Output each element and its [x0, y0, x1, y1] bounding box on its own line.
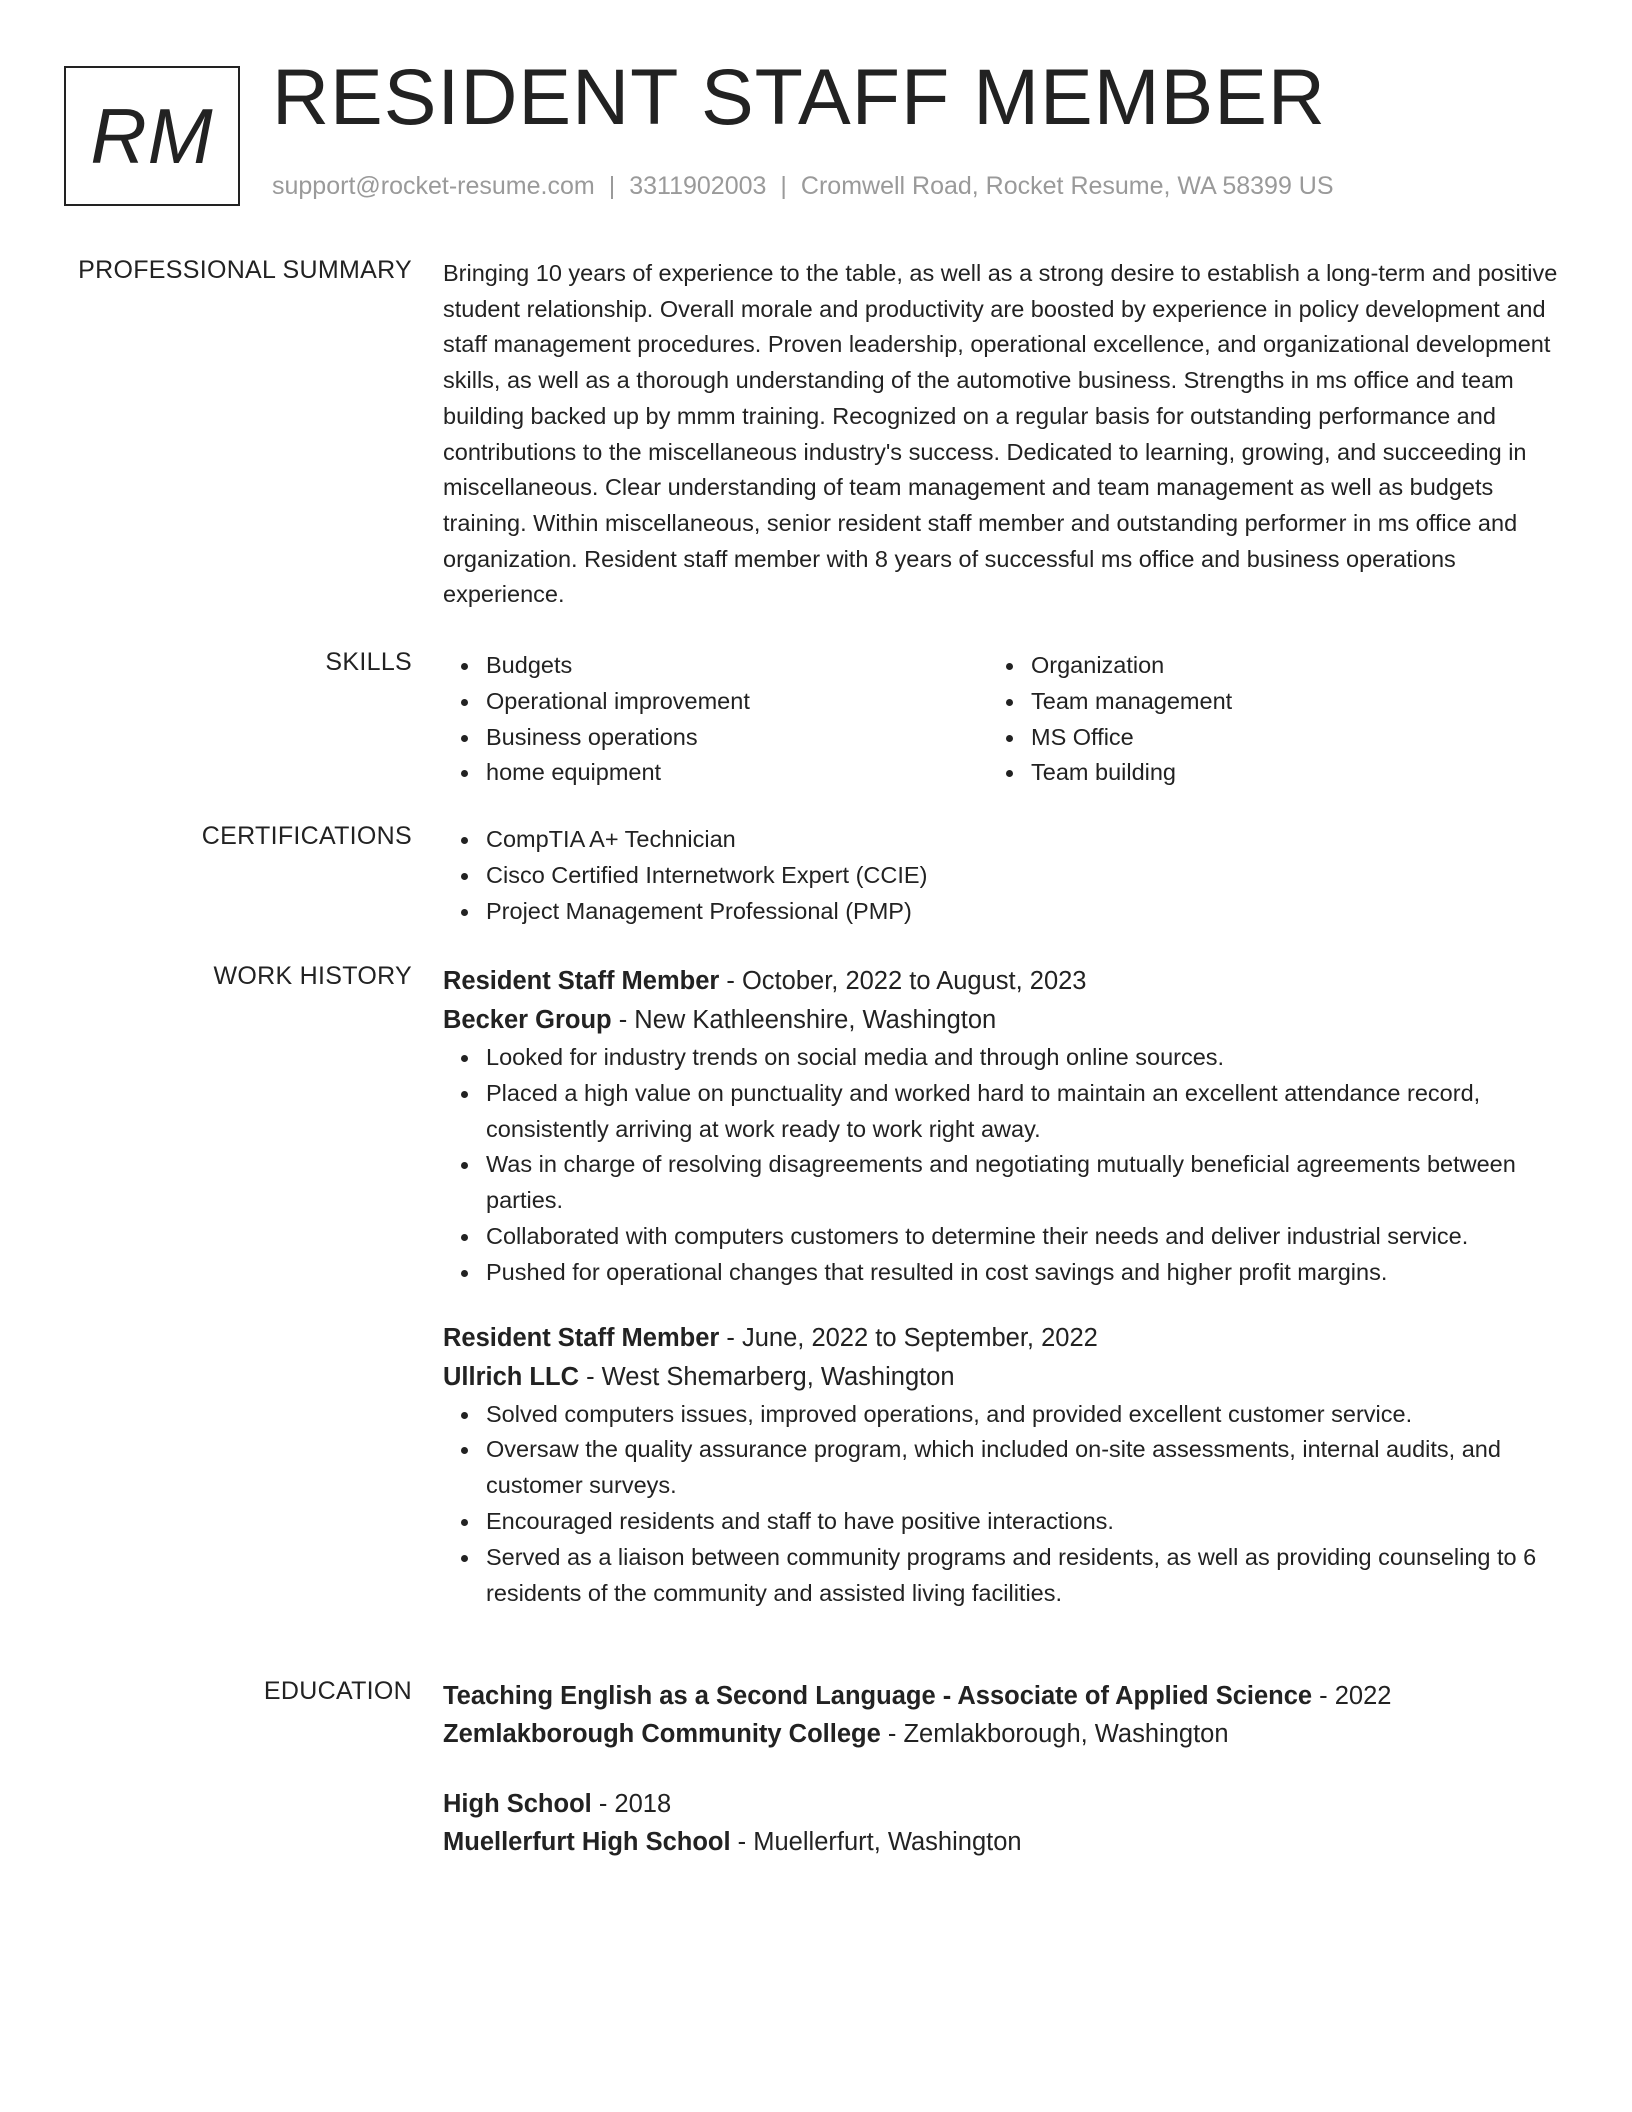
education-degree-line — [443, 1677, 1558, 1715]
skill-item: Team building — [988, 755, 1533, 791]
job-bullets — [443, 1040, 1558, 1291]
job-bullet: Was in charge of resolving disagreements and negotiating mutually beneficial agreements between parties. — [443, 1147, 1558, 1219]
education-degree: Teaching English as a Second Language - Associate of Applied Science — [443, 1682, 1313, 1710]
job-title: Resident Staff Member — [443, 1323, 720, 1352]
job-bullet: Placed a high value on punctuality and worked hard to maintain an excellent attendance record, consistently arriving at work ready to work right away. — [443, 1076, 1558, 1148]
skill-item: MS Office — [988, 720, 1533, 756]
summary-body — [443, 256, 1558, 613]
section-label-certifications: CERTIFICATIONS — [201, 822, 412, 850]
job-bullet: Pushed for operational changes that resulted in cost savings and higher profit margins. — [443, 1255, 1558, 1291]
education-entry — [443, 1677, 1558, 1753]
skill-item: Organization — [988, 648, 1533, 684]
section-label-summary: PROFESSIONAL SUMMARY — [78, 256, 412, 284]
skill-item: home equipment — [443, 755, 988, 791]
skills-list-left — [443, 648, 988, 791]
skills-grid — [443, 648, 1558, 791]
education-location: - Muellerfurt, Washington — [730, 1828, 1022, 1856]
education-degree: High School — [443, 1790, 592, 1818]
job-title: Resident Staff Member — [443, 967, 720, 995]
contact-address: Cromwell Road, Rocket Resume, WA 58399 US — [800, 172, 1334, 200]
certification-item: Cisco Certified Internetwork Expert (CCIE) — [443, 858, 1558, 894]
job-bullet: Served as a liaison between community programs and residents, as well as providing counseling to 6 residents of the community and assisted living facilities. — [443, 1540, 1558, 1612]
education-school: Muellerfurt High School — [443, 1828, 731, 1856]
education-school-line — [443, 1715, 1558, 1753]
skill-item: Business operations — [443, 720, 988, 756]
education-school-line — [443, 1823, 1558, 1861]
section-label-work-history: WORK HISTORY — [213, 962, 412, 990]
certifications-body — [443, 822, 1558, 929]
contact-separator: | — [780, 172, 787, 200]
contact-separator: | — [608, 172, 616, 200]
education-school: Zemlakborough Community College — [443, 1720, 881, 1748]
job-company-line — [443, 1358, 1558, 1397]
job-entry — [443, 962, 1558, 1291]
job-bullet: Looked for industry trends on social media and through online sources. — [443, 1040, 1558, 1076]
contact-line — [272, 172, 1334, 201]
contact-email: support@rocket-resume.com — [272, 172, 595, 200]
job-title-line — [443, 962, 1558, 1001]
job-bullet: Encouraged residents and staff to have positive interactions. — [443, 1504, 1558, 1540]
summary-text: Bringing 10 years of experience to the table, as well as a strong desire to establish a long-term and positive student relationship. Overall morale and productivity are boosted by experience in policy development and staff management procedures. Proven leadership, operational excellence, and organizational development skills, as well as a thorough understanding of the automotive business. Strengths in ms office and team building backed up by mmm training. Recognized on a regular basis for outstanding performance and contributions to the miscellaneous industry's success. Dedicated to learning, growing, and succeeding in miscellaneous. Clear understanding of team management and team management as well as budgets training. Within miscellaneous, senior resident staff member and outstanding performer in ms office and organization. Resident staff member with 8 years of successful ms office and business operations experience. — [443, 260, 1558, 608]
job-bullet: Collaborated with computers customers to determine their needs and deliver industrial service. — [443, 1219, 1558, 1255]
skill-item: Budgets — [443, 648, 988, 684]
job-location: - West Shemarberg, Washington — [579, 1362, 955, 1391]
job-bullets — [443, 1397, 1558, 1612]
job-title-line — [443, 1319, 1558, 1358]
skills-list-right — [988, 648, 1533, 791]
job-company: Becker Group — [443, 1006, 612, 1034]
section-label-education: EDUCATION — [263, 1677, 412, 1705]
job-company: Ullrich LLC — [443, 1362, 580, 1391]
certification-item: Project Management Professional (PMP) — [443, 894, 1558, 930]
skill-item: Operational improvement — [443, 684, 988, 720]
education-year: - 2018 — [591, 1790, 672, 1818]
job-bullet: Oversaw the quality assurance program, which included on-site assessments, internal audits, and customer surveys. — [443, 1432, 1558, 1504]
certification-item: CompTIA A+ Technician — [443, 822, 1558, 858]
monogram-initials: RM — [90, 91, 214, 180]
certifications-list — [443, 822, 1558, 929]
education-year: - 2022 — [1312, 1682, 1392, 1710]
job-location: - New Kathleenshire, Washington — [611, 1006, 997, 1034]
education-location: - Zemlakborough, Washington — [880, 1720, 1229, 1748]
work-history-body — [443, 962, 1558, 1611]
contact-phone: 3311902003 — [629, 172, 767, 200]
job-dates: - October, 2022 to August, 2023 — [719, 967, 1087, 995]
job-company-line — [443, 1001, 1558, 1040]
education-degree-line — [443, 1785, 1558, 1823]
skill-item: Team management — [988, 684, 1533, 720]
monogram-box — [64, 66, 240, 206]
education-body — [443, 1677, 1558, 1861]
job-entry — [443, 1319, 1558, 1612]
resume-name: RESIDENT STAFF MEMBER — [272, 52, 1326, 141]
section-label-skills: SKILLS — [325, 648, 412, 676]
education-entry — [443, 1785, 1558, 1861]
job-bullet: Solved computers issues, improved operations, and provided excellent customer service. — [443, 1397, 1558, 1433]
job-dates: - June, 2022 to September, 2022 — [719, 1323, 1098, 1352]
